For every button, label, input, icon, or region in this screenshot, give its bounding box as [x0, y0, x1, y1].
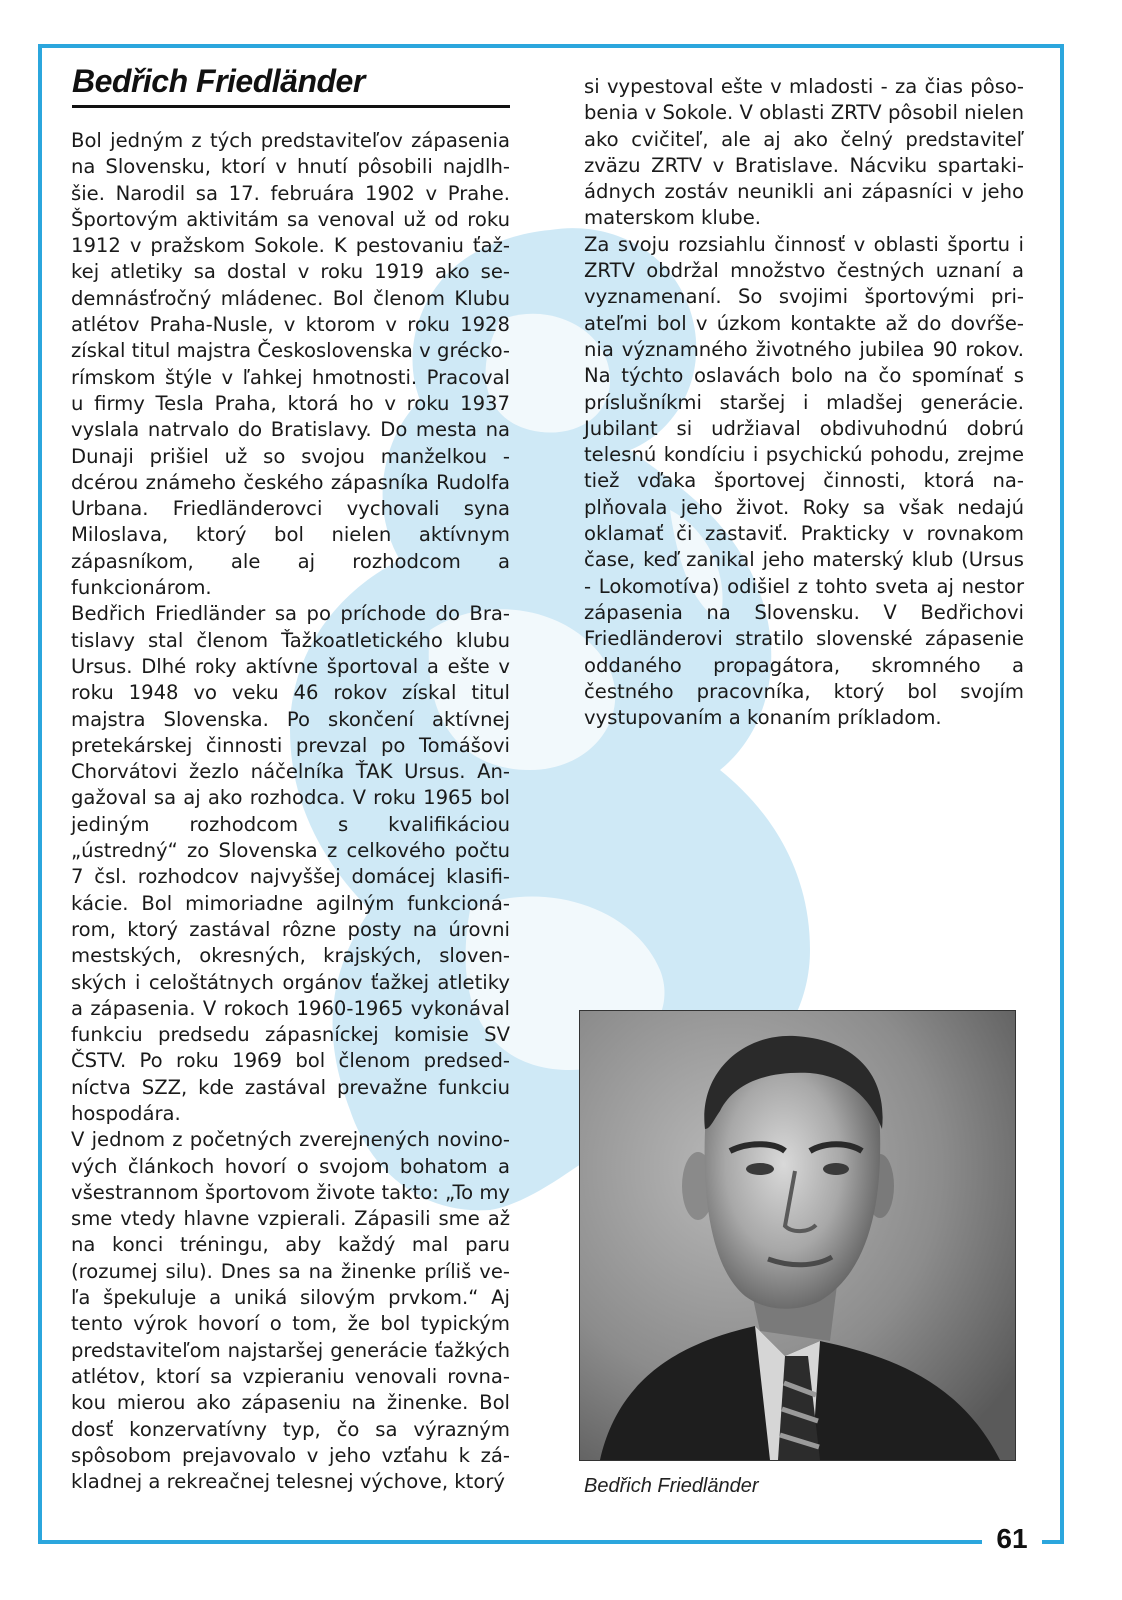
paragraph: si vypestoval ešte v mladosti - za čias pôsobenia v Sokole. V oblasti ZRTV pôsobil nielen ako cvičiteľ, ale aj ako čelný predstaviteľ zväzu ZRTV v Bratislave. Nácviku spartakiádnych zostáv neunikli ani zápasníci v jeho materskom klube. — [584, 75, 1024, 230]
paragraph: Bol jedným z tých predstaviteľov zápasenia na Slovensku, ktorí v hnutí pôsobili najdlhšie. Narodil sa 17. februára 1902 v Prahe. Športovým aktivitám sa venoval už od roku 1912 v pražskom Sokole. K pestovaniu ťažkej atletiky sa dostal v roku 1919 ako sedemnásťročný mládenec. Bol členom Klubu atlétov Praha-Nusle, v ktorom v roku 1928 získal titul majstra Československa v grécko-rímskom štýle v ľahkej hmotnosti. Pracoval u firmy Tesla Praha, ktorá ho v roku 1937 vyslala natrvalo do Bratislavy. Do mesta na Dunaji prišiel už so svojou manželkou - dcérou známeho českého zápasníka Rudolfa Urbana. Friedländerovci vychovali syna Miloslava, ktorý bol nielen aktívnym zápasníkom, ale aj rozhodcom a funkcionárom. — [71, 129, 510, 600]
article-title: Bedřich Friedländer — [72, 63, 365, 99]
portrait-photo — [579, 1010, 1016, 1461]
left-column — [71, 128, 510, 1495]
photo-caption: Bedřich Friedländer — [584, 1475, 759, 1497]
paragraph: V jednom z početných zverejnených novinových článkoch hovorí o svojom bohatom a všestrannom športovom živote takto: „To my sme vtedy hlavne vzpierali. Zápasili sme až na konci tréningu, aby každý mal paru (rozumej silu). Dnes sa na žinenke príliš veľa špekuluje a uniká silovým prvkom.“ Aj tento výrok hovorí o tom, že bol typickým predstaviteľom najstaršej generácie ťažkých atlétov, ktorí sa vzpieraniu venovali rovnakou mierou ako zápaseniu na žinenke. Bol dosť konzervatívny typ, čo sa výrazným spôsobom prejavovalo v jeho vzťahu k základnej a rekreačnej telesnej výchove, ktorý — [71, 1128, 511, 1494]
page-number: 61 — [996, 1523, 1028, 1554]
paragraph: Bedřich Friedländer sa po príchode do Bratislavy stal členom Ťažkoatletického klubu Ursus. Dlhé roky aktívne športoval a ešte v roku 1948 vo veku 46 rokov získal titul majstra Slovenska. Po skončení aktívnej pretekárskej činnosti prevzal po Tomášovi Chorvátovi žezlo náčelníka ŤAK Ursus. Angažoval sa aj ako rozhodca. V roku 1965 bol jediným rozhodcom s kvalifikáciou „ústredný“ zo Slovenska z celkového počtu 7 čsl. rozhodcov najvyššej domácej klasifikácie. Bol mimoriadne agilným funkcionárom, ktorý zastával rôzne posty na úrovni mestských, okresných, krajských, slovenských i celoštátnych orgánov ťažkej atletiky a zápasenia. V rokoch 1960-1965 vykonával funkciu predsedu zápasníckej komisie SV ČSTV. Po roku 1969 bol členom predsedníctva SZZ, kde zastával prevažne funkciu hospodára. — [71, 602, 510, 1125]
title-underline — [72, 105, 510, 108]
paragraph: Za svoju rozsiahlu činnosť v oblasti športu i ZRTV obdržal množstvo čestných uznaní a vyznamenaní. So svojimi športovými priateľmi bol v úzkom kontakte až do dovŕšenia významného životného jubilea 90 rokov. Na týchto oslavách bolo na čo spomínať s príslušníkmi staršej i mladšej generácie. Jubilant si udržiaval obdivuhodnú dobrú telesnú kondíciu i psychickú pohodu, zrejme tiež vďaka športovej činnosti, ktorá naplňovala jeho život. Roky sa však nedajú oklamať či zastaviť. Prakticky v rovnakom čase, keď zanikal jeho materský klub (Ursus - Lokomotíva) odišiel z tohto sveta aj nestor zápasenia na Slovensku. V Bedřichovi Friedländerovi stratilo slovenské zápasenie oddaného propagátora, skromného a čestného pracovníka, ktorý bol svojím vystupovaním a konaním príkladom. — [584, 232, 1024, 730]
bottom-rule — [38, 1540, 982, 1544]
portrait-photo-icon — [580, 1011, 1015, 1460]
right-column — [584, 74, 1024, 731]
bottom-rule-end — [1042, 1540, 1064, 1544]
